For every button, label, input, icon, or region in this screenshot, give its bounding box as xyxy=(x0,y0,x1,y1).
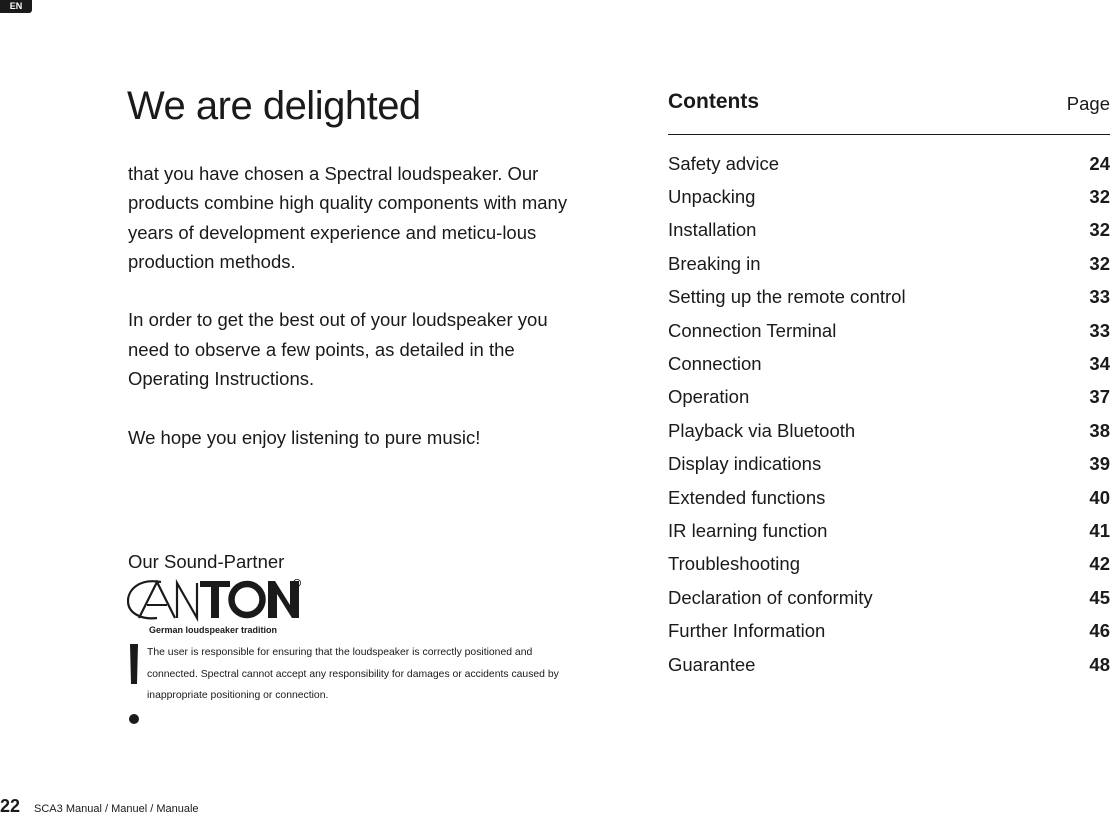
toc-entry xyxy=(668,581,1110,614)
toc-entry-page: 41 xyxy=(1089,519,1110,541)
page-footer xyxy=(0,796,199,816)
toc-entry-page: 38 xyxy=(1089,419,1110,441)
toc-entry xyxy=(668,548,1110,581)
toc-entry-page: 33 xyxy=(1089,319,1110,341)
toc-entry-label: IR learning function xyxy=(668,519,828,541)
logo-tagline: German loudspeaker tradition xyxy=(149,625,278,635)
toc-entry xyxy=(668,180,1110,213)
toc-entry xyxy=(668,281,1110,314)
toc-entry xyxy=(668,247,1110,280)
toc-entry-page: 32 xyxy=(1089,186,1110,208)
exclamation-icon xyxy=(123,642,145,732)
toc-entry xyxy=(668,648,1110,681)
toc-entry xyxy=(668,347,1110,380)
toc-entry-label: Extended functions xyxy=(668,486,826,508)
toc-entry xyxy=(668,514,1110,547)
warning-note: The user is responsible for ensuring that the loudspeaker is correctly positioned and connected. Spectral cannot accept any responsibility for damages or accidents caused by inappropriate positioning or connection. xyxy=(147,647,559,702)
toc-entry-page: 34 xyxy=(1089,353,1110,375)
intro-paragraph: We hope you enjoy listening to pure music! xyxy=(128,426,481,448)
toc-entry xyxy=(668,214,1110,247)
toc-entry-page: 46 xyxy=(1089,620,1110,642)
toc-header xyxy=(668,88,1110,135)
toc-entry-label: Display indications xyxy=(668,453,822,475)
toc-entry-label: Guarantee xyxy=(668,653,756,675)
toc-entry-page: 33 xyxy=(1089,286,1110,308)
toc-entry-label: Further Information xyxy=(668,620,826,642)
toc-entry-page: 40 xyxy=(1089,486,1110,508)
logo-registered-mark: R xyxy=(295,581,299,587)
toc-entry xyxy=(668,414,1110,447)
page-number: 22 xyxy=(0,796,21,816)
toc-page-label: Page xyxy=(1066,93,1110,114)
toc-entry xyxy=(668,147,1110,180)
toc-entry-label: Troubleshooting xyxy=(668,553,800,575)
toc-entry xyxy=(668,314,1110,347)
intro-paragraph: that you have chosen a Spectral loudspeaker. Our products combine high quality components with many years of development experience and meticu-lous production methods. xyxy=(128,163,568,272)
toc-entry-label: Breaking in xyxy=(668,252,761,274)
toc-entry-label: Safety advice xyxy=(668,152,780,174)
toc-entry-label: Installation xyxy=(668,219,757,241)
intro-paragraph: In order to get the best out of your loudspeaker you need to observe a few points, as detailed in the Operating Instructions. xyxy=(128,309,548,390)
toc-entry-label: Declaration of conformity xyxy=(668,586,873,608)
toc-entry-label: Playback via Bluetooth xyxy=(668,419,856,441)
page-title: We are delighted xyxy=(127,84,421,128)
toc-entry xyxy=(668,448,1110,481)
toc-entry-page: 37 xyxy=(1089,386,1110,408)
manual-name: SCA3 Manual / Manuel / Manuale xyxy=(34,803,199,815)
toc-list xyxy=(668,147,1110,681)
toc-entry-page: 45 xyxy=(1089,586,1110,608)
canton-logo xyxy=(127,578,303,638)
toc-entry-label: Operation xyxy=(668,386,750,408)
language-tab: EN xyxy=(0,0,32,13)
toc-entry-page: 32 xyxy=(1089,252,1110,274)
toc-entry-page: 42 xyxy=(1089,553,1110,575)
sound-partner-label: Our Sound-Partner xyxy=(128,551,285,572)
toc-entry-label: Setting up the remote control xyxy=(668,286,906,308)
toc-title: Contents xyxy=(668,90,759,113)
toc-entry-page: 32 xyxy=(1089,219,1110,241)
toc-entry-label: Unpacking xyxy=(668,186,756,208)
toc-entry-page: 24 xyxy=(1089,152,1110,174)
toc-entry-label: Connection Terminal xyxy=(668,319,837,341)
intro-text xyxy=(128,159,578,481)
toc-entry-page: 48 xyxy=(1089,653,1110,675)
toc-entry xyxy=(668,381,1110,414)
toc-entry-page: 39 xyxy=(1089,453,1110,475)
toc-entry xyxy=(668,614,1110,647)
toc-entry xyxy=(668,481,1110,514)
toc-entry-label: Connection xyxy=(668,353,762,375)
